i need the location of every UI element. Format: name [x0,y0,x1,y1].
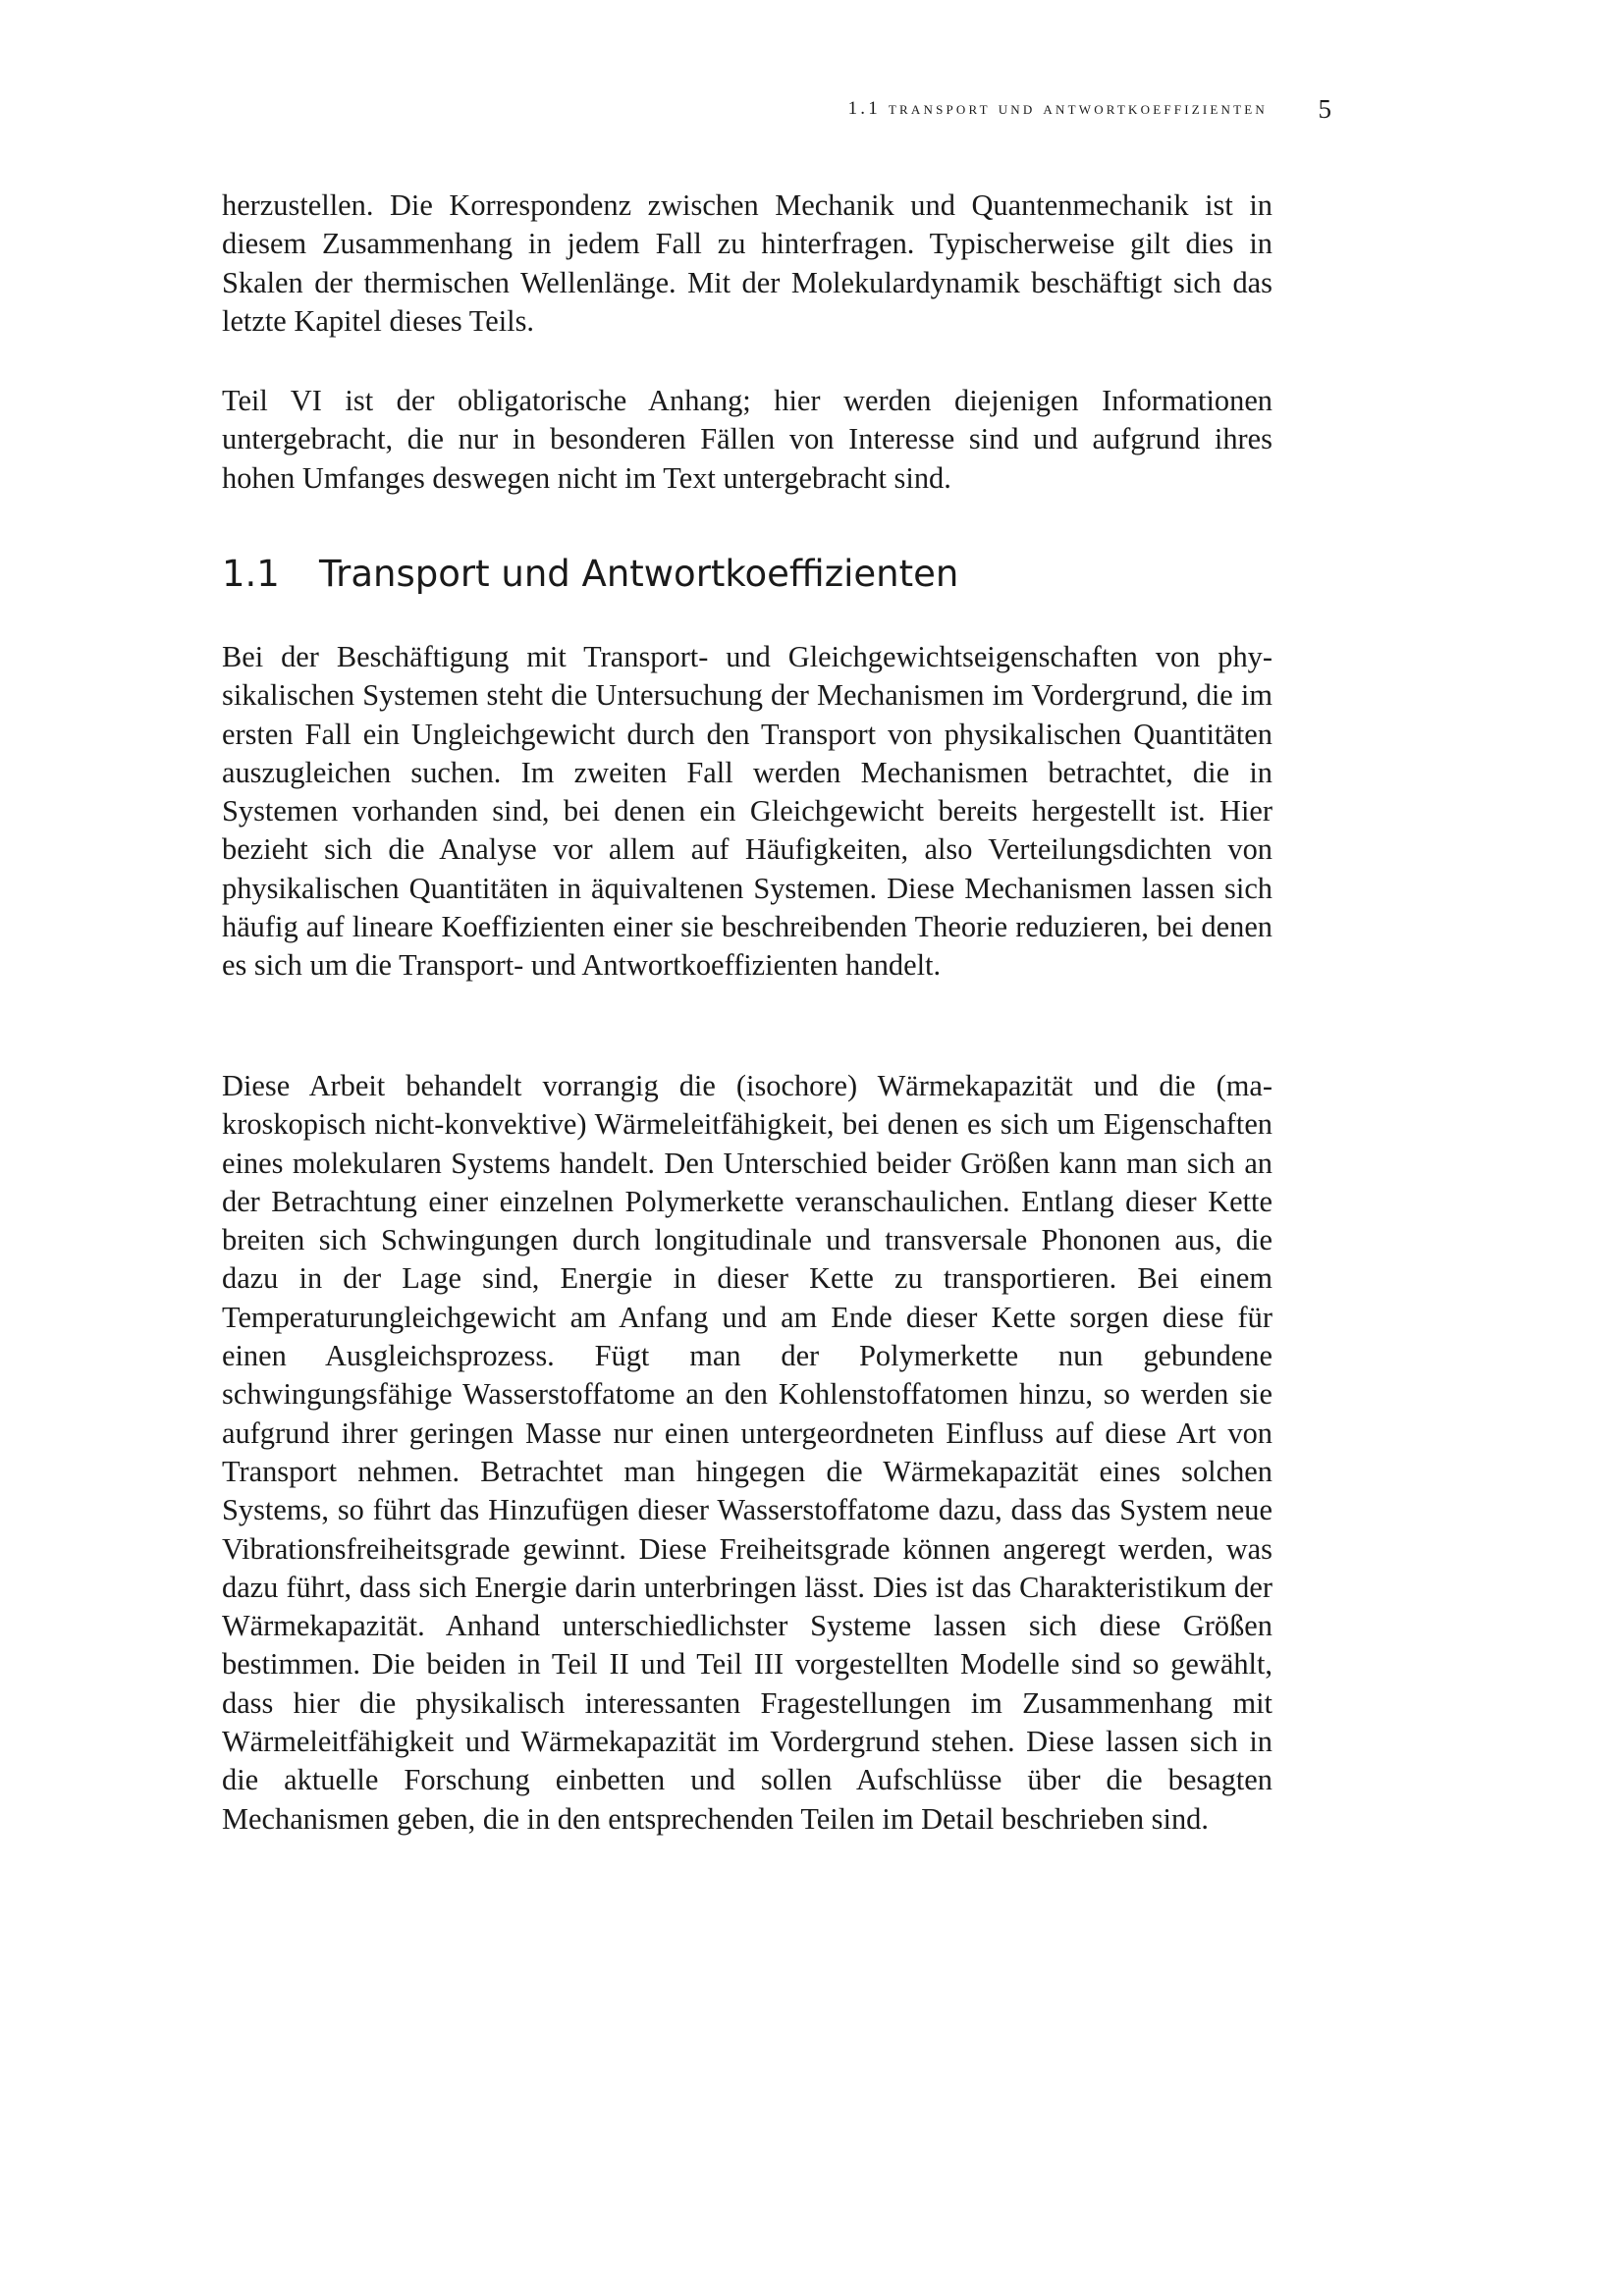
paragraph-waermekapazitaet: Diese Arbeit behandelt vorrangig die (isochore) Wärmekapazität und die (makroskopisch nicht-konvektive) Wärmeleitfähigkeit, bei denen es sich um Eigenschaften eines molekularen Systems handelt. Den Unterschied beider Größen kann man sich an der Betrachtung einer einzelnen Polymerkette veranschaulichen. Entlang dieser Kette breiten sich Schwingungen durch longitudinale und transversale Phononen aus, die dazu in der Lage sind, Energie in dieser Kette zu transportieren. Bei einem Temperaturungleichgewicht am Anfang und am Ende dieser Kette sorgen diese für einen Ausgleichsprozess. Fügt man der Polymerkette nun gebundene schwingungsfähige Wasserstoffatome an den Kohlenstoffatomen hinzu, so werden sie aufgrund ihrer geringen Masse nur einen untergeordneten Einfluss auf diese Art von Transport nehmen. Betrachtet man hingegen die Wärmekapazität eines solchen Systems, so führt das Hinzufügen dieser Wasserstoffatome dazu, dass das System neue Vibrationsfreiheitsgrade gewinnt. Diese Freiheitsgrade können angeregt werden, was dazu führt, dass sich Energie darin unterbringen lässt. Dies ist das Charakteristikum der Wärmekapazität. Anhand unterschiedlichster Systeme lassen sich diese Größen bestimmen. Die beiden in Teil II und Teil III vorgestellten Modelle sind so gewählt, dass hier die physikalisch interessanten Fragestellungen im Zusammenhang mit Wärmeleitfähigkeit und Wärmekapazität im Vordergrund stehen. Diese lassen sich in die aktuelle Forschung einbetten und sollen Aufschlüsse über die besagten Mechanismen geben, die in den entsprechenden Teilen im Detail beschrieben sind. [222,1069,1272,1836]
section-number: 1.1 [222,553,280,595]
page-number: 5 [1318,94,1331,124]
paragraph-teil-vi: Teil VI ist der obligatorische Anhang; hier werden diejenigen Informationen untergebracht, die nur in besonderen Fällen von Interesse sind und aufgrund ihres hohen Umfanges deswegen nicht im Text untergebracht sind. [222,384,1272,495]
paragraph-intro-continuation: herzustellen. Die Korrespondenz zwischen Mechanik und Quantenmechanik ist in diesem Zusammenhang in jedem Fall zu hinterfragen. Typischerweise gilt dies in Skalen der thermischen Wellenlänge. Mit der Molekulardynamik beschäftigt sich das letzte Kapitel dieses Teils. [222,188,1272,338]
section-heading [222,550,958,599]
paragraph-transport-intro: Bei der Beschäftigung mit Transport- und Gleichgewichtseigenschaften von physikalischen Systemen steht die Untersuchung der Mechanismen im Vordergrund, die im ersten Fall ein Ungleichgewicht durch den Transport von physikalischen Quantitäten auszugleichen suchen. Im zweiten Fall werden Mechanismen betrachtet, die in Systemen vorhanden sind, bei denen ein Gleichgewicht bereits hergestellt ist. Hier bezieht sich die Analyse vor allem auf Häufigkeiten, also Verteilungsdichten von physikalischen Quantitäten in äquivaltenen Systemen. Diese Mechanismen lassen sich häufig auf lineare Koeffizienten einer sie beschreibenden Theorie reduzieren, bei denen es sich um die Transport- und Antwortkoeffizienten handelt. [222,640,1272,983]
running-title: 1.1 transport und antwortkoeffizienten [847,98,1268,119]
running-header [222,94,1331,128]
section-title: Transport und Antwortkoeffizienten [319,553,959,595]
